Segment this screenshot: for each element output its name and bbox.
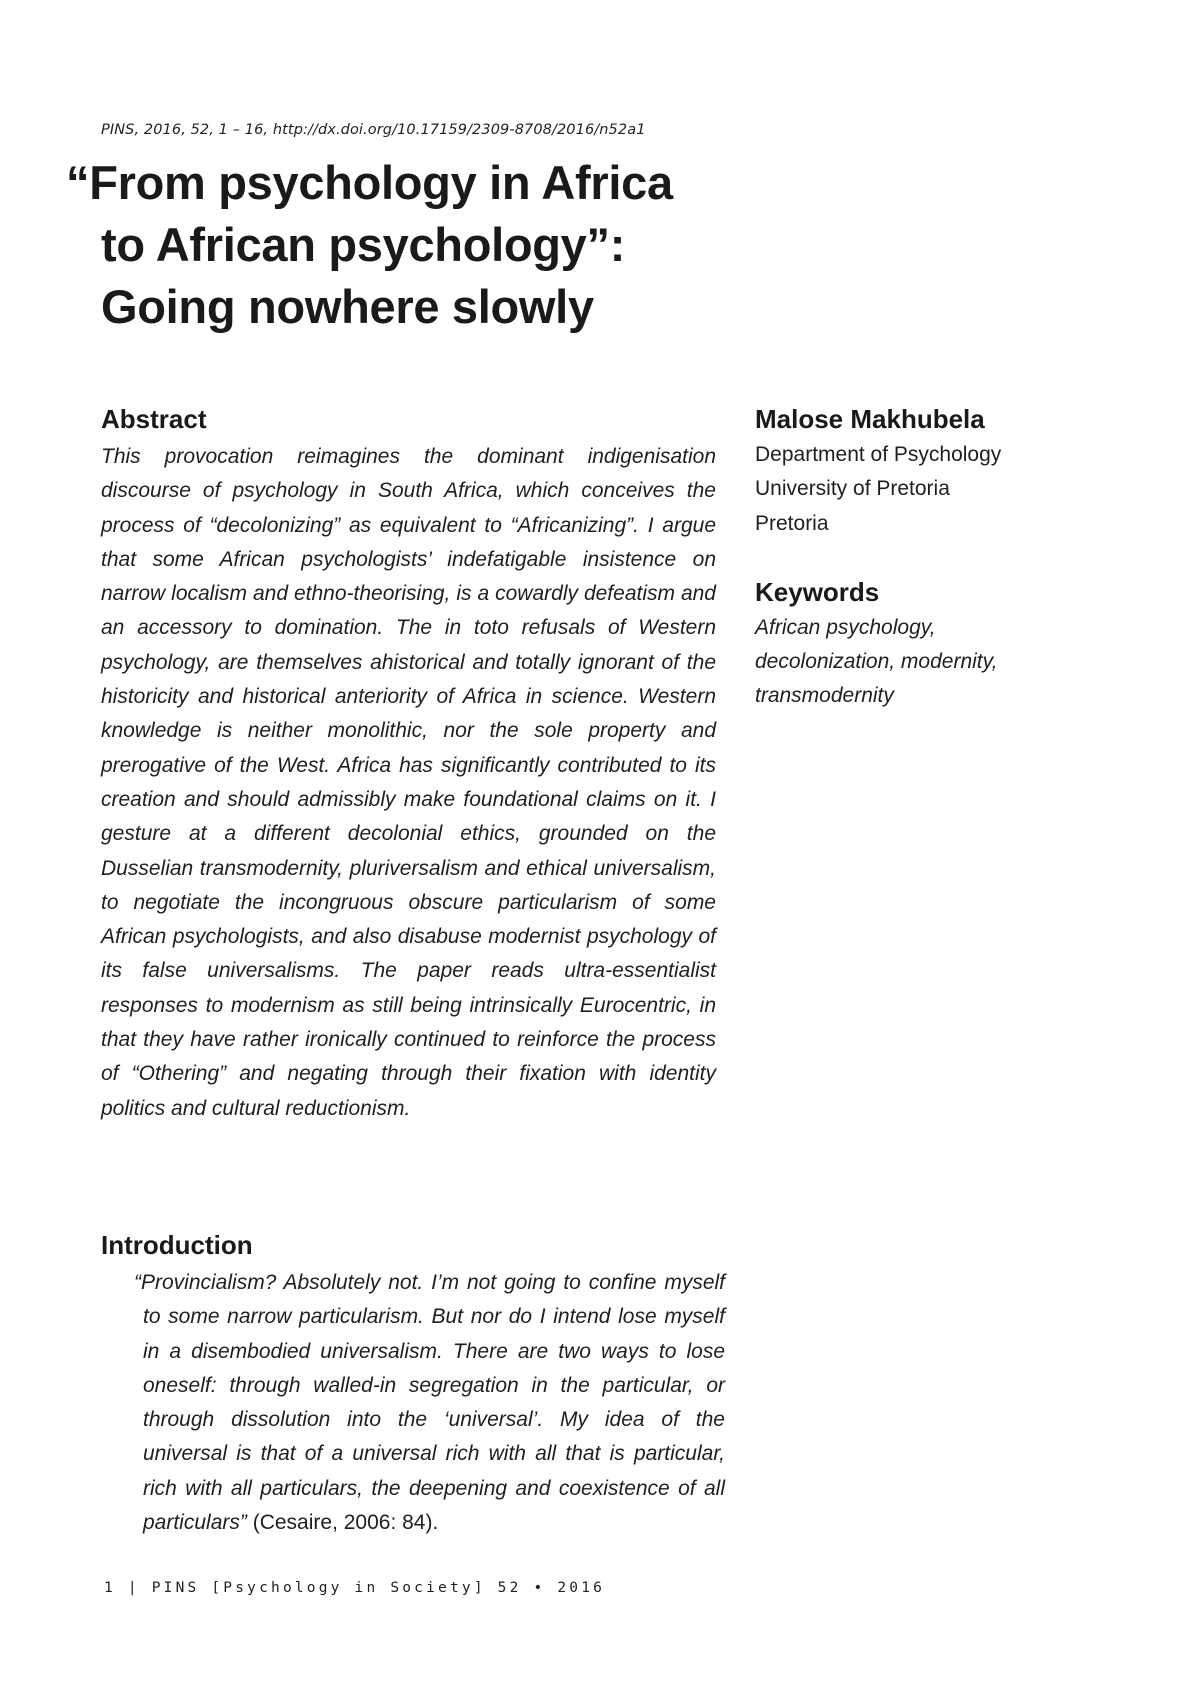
title-line-2: to African psychology”: (101, 218, 626, 271)
title-line-3: Going nowhere slowly (101, 280, 594, 333)
abstract-heading: Abstract (101, 404, 207, 434)
epigraph-quote (134, 1266, 725, 1540)
quote-text: “Provincialism? Absolutely not. I’m not going to confine myself to some narrow particularism. But nor do I intend lose myself in a disembodied universalism. There are two ways to lose oneself: through walled-in segregation in the particular, or through dissolution into the ‘universal’. My idea of the universal is that of a universal rich with all that is particular, rich with all particulars, the deepening and coexistence of all particulars” (134, 1271, 725, 1535)
page-footer: 1 | PINS [Psychology in Society] 52 • 2016 (104, 1580, 606, 1596)
article-title (66, 152, 766, 338)
author-university: University of Pretoria (755, 477, 950, 501)
keywords-heading: Keywords (755, 576, 880, 607)
abstract-text: This provocation reimagines the dominant indigenisation discourse of psychology in South Africa, which conceives the process of “decolonizing” as equivalent to “Africanizing”. I argue that some African psychologists’ indefatigable insistence on narrow localism and ethno-theorising, is a cowardly defeatism and an accessory to domination. The in toto refusals of Western psychology, are themselves ahistorical and totally ignorant of the historicity and historical anteriority of Africa in science. Western knowledge is neither monolithic, nor the sole property and prerogative of the West. Africa has significantly contributed to its creation and should admissibly make foundational claims on it. I gesture at a different decolonial ethics, grounded on the Dusselian transmodernity, pluriversalism and ethical universalism, to negotiate the incongruous obscure particularism of some African psychologists, and also disabuse modernist psychology of its false universalisms. The paper reads ultra-essentialist responses to modernism as still being intrinsically Eurocentric, in that they have rather ironically continued to reinforce the process of “Othering” and negating through their fixation with identity politics and cultural reductionism. (101, 445, 716, 1120)
author-name: Malose Makhubela (755, 404, 985, 434)
author-sidebar (755, 404, 1085, 714)
author-city: Pretoria (755, 511, 829, 535)
keywords-text: African psychology, decolonization, modernity, transmodernity (755, 615, 998, 708)
introduction-heading: Introduction (101, 1230, 253, 1260)
title-line-1: “From psychology in Africa (66, 156, 673, 209)
journal-citation: PINS, 2016, 52, 1 – 16, http://dx.doi.org/10.17159/2309-8708/2016/n52a1 (101, 122, 646, 138)
author-department: Department of Psychology (755, 443, 1002, 466)
quote-citation: (Cesaire, 2006: 84). (246, 1511, 439, 1535)
